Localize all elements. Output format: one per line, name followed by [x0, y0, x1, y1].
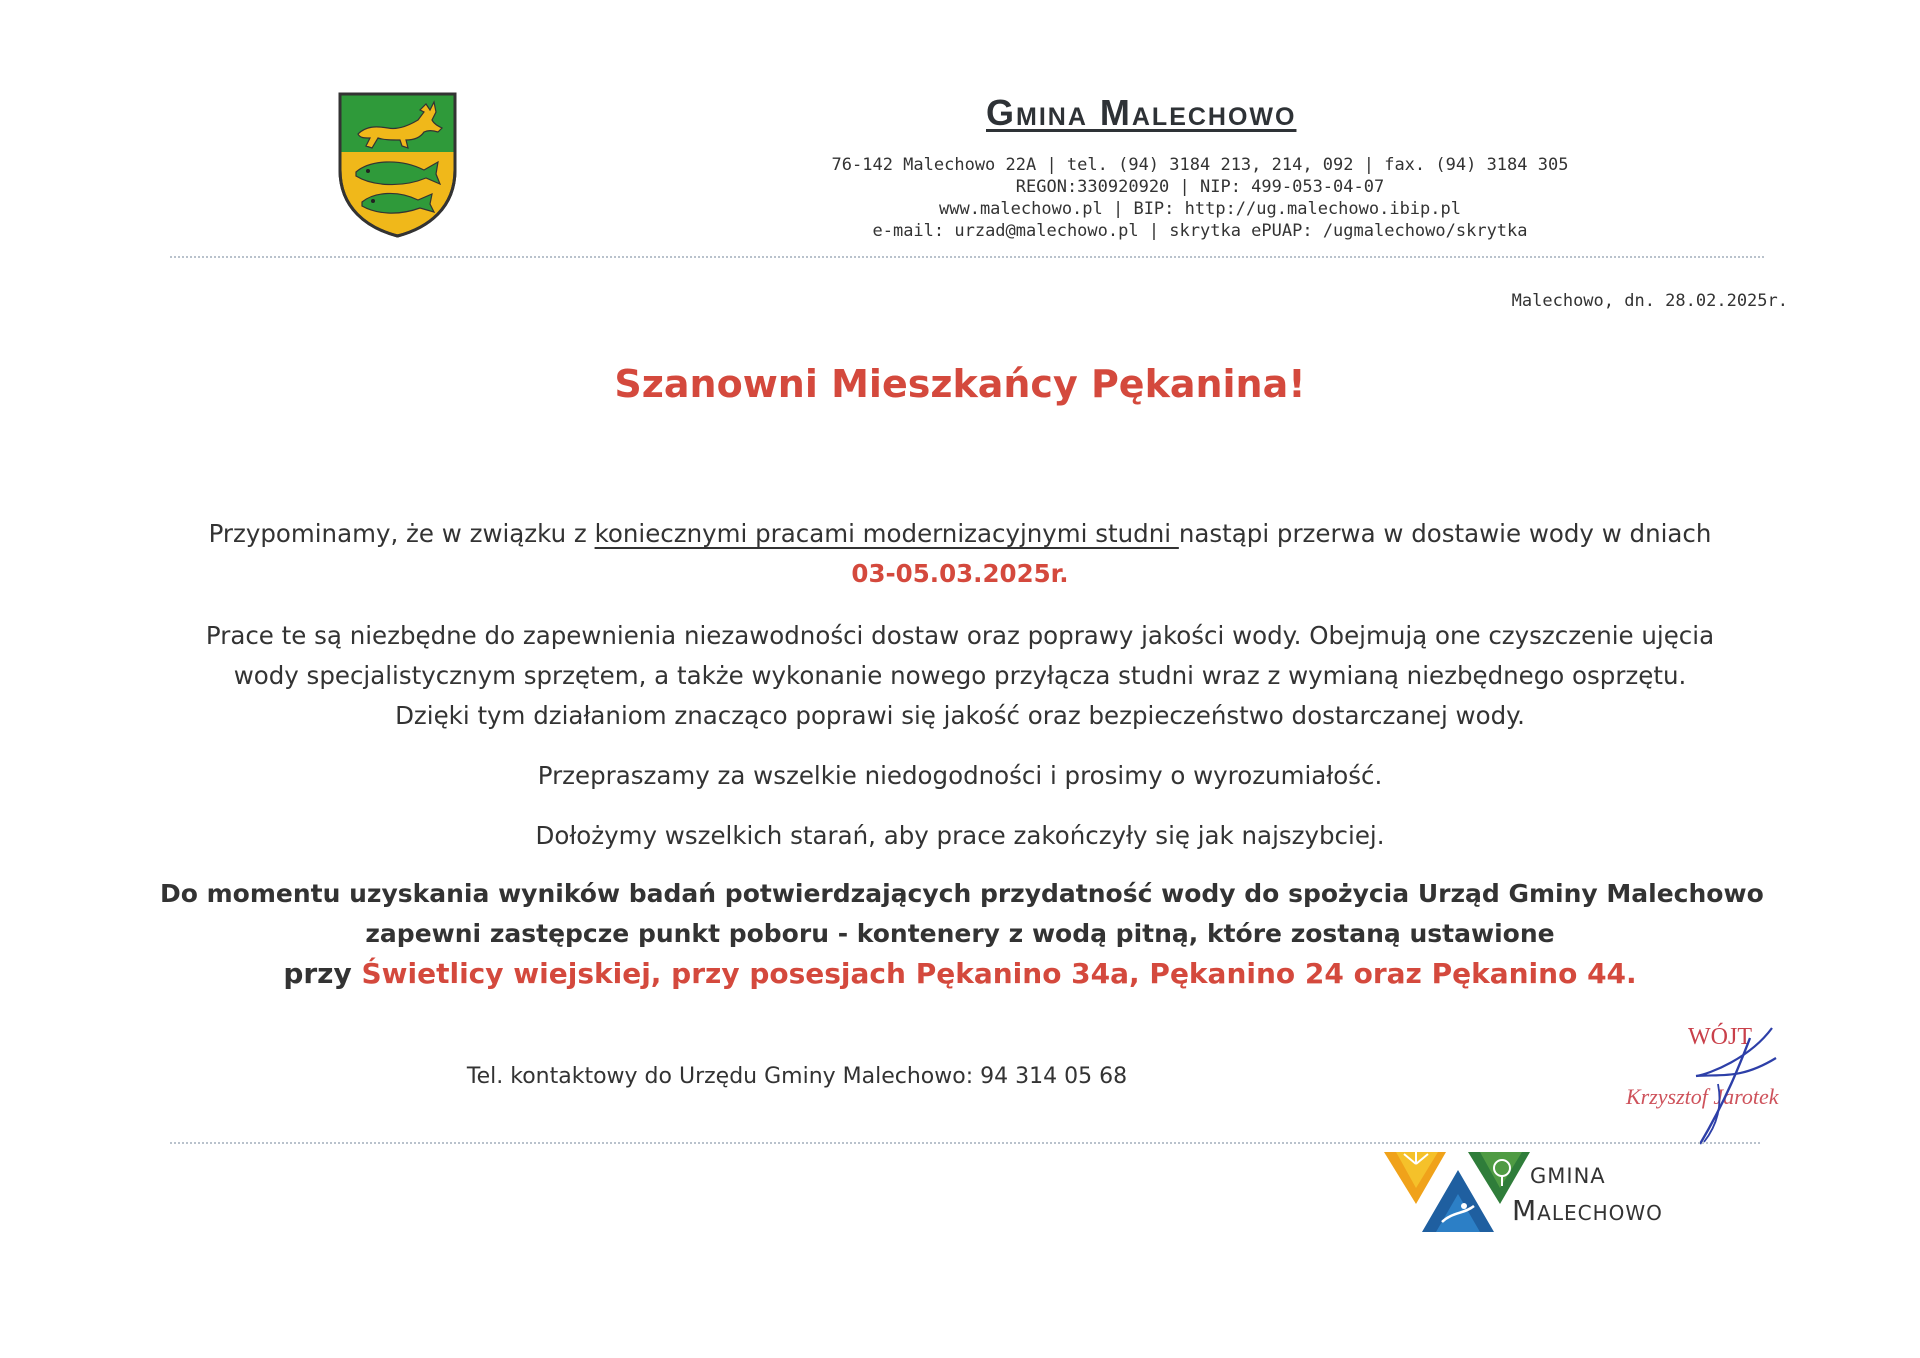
contact-phone: Tel. kontaktowy do Urzędu Gminy Malechowo: 94 314 05 68	[466, 1064, 1128, 1089]
paragraph-works-description	[160, 616, 1760, 736]
interruption-dates: 03-05.03.2025r.	[851, 559, 1069, 588]
contact-block	[780, 154, 1620, 242]
announcement-text-before: Przypominamy, że w związku z	[208, 519, 595, 548]
signature-name: Krzysztof Jarotek	[1626, 1084, 1779, 1109]
water-points-line-1: Do momentu uzyskania wyników badań potwierdzających przydatność wody do spożycia Urząd Gminy Malechowo	[160, 879, 1764, 908]
contact-line-address: 76-142 Malechowo 22A | tel. (94) 3184 213, 214, 092 | fax. (94) 3184 305	[831, 155, 1569, 175]
greeting-heading: Szanowni Mieszkańcy Pękanina!	[614, 362, 1306, 406]
announcement-text-underlined: koniecznymi pracami modernizacyjnymi studni	[594, 519, 1179, 548]
signature-title: WÓJT	[1688, 1024, 1752, 1050]
header-divider	[170, 256, 1764, 258]
works-line-1: Prace te są niezbędne do zapewnienia niezawodności dostaw oraz poprawy jakości wody. Obejmują one czyszczenie ujęcia	[205, 621, 1715, 650]
footer-gmina-label: GMINA	[1530, 1164, 1606, 1188]
document-date: Malechowo, dn. 28.02.2025r.	[1511, 291, 1788, 311]
announcement-line	[160, 514, 1760, 554]
footer-divider	[170, 1142, 1760, 1144]
contact-line-regon: REGON:330920920 | NIP: 499-053-04-07	[1015, 177, 1385, 197]
paragraph-apology: Przepraszamy za wszelkie niedogodności i prosimy o wyrozumiałość.	[537, 761, 1383, 790]
paragraph-water-points	[160, 874, 1764, 995]
contact-line-web: www.malechowo.pl | BIP: http://ug.malechowo.ibip.pl	[939, 199, 1461, 219]
announcement-text-after: nastąpi przerwa w dostawie wody w dniach	[1178, 519, 1712, 548]
coat-of-arms-icon	[336, 90, 459, 238]
malechowo-logo-icon	[1382, 1148, 1532, 1236]
paragraph-effort: Dołożymy wszelkich starań, aby prace zakończyły się jak najszybciej.	[535, 821, 1385, 850]
footer-malechowo-label: Malechowo	[1512, 1194, 1663, 1227]
paragraph-announcement	[160, 514, 1760, 594]
works-line-3: Dzięki tym działaniom znacząco poprawi się jakość oraz bezpieczeństwo dostarczanej wody.	[395, 701, 1525, 730]
contact-line-email: e-mail: urzad@malechowo.pl | skrytka ePUAP: /ugmalechowo/skrytka	[872, 221, 1528, 241]
water-points-prefix: przy	[283, 957, 362, 990]
works-line-2: wody specjalistycznym sprzętem, a także wykonanie nowego przyłącza studni wraz z wymianą niezbędnego osprzętu.	[233, 661, 1687, 690]
municipality-title: Gmina Malechowo	[986, 92, 1297, 133]
letter-body	[160, 514, 1764, 995]
water-points-line-2: zapewni zastępcze punkt poboru - kontenery z wodą pitną, które zostaną ustawione	[365, 919, 1555, 948]
water-points-line-3	[160, 954, 1760, 995]
water-points-locations: Świetlicy wiejskiej, przy posesjach Pękanino 34a, Pękanino 24 oraz Pękanino 44.	[361, 957, 1637, 990]
handwritten-signature-icon	[1600, 1014, 1820, 1154]
